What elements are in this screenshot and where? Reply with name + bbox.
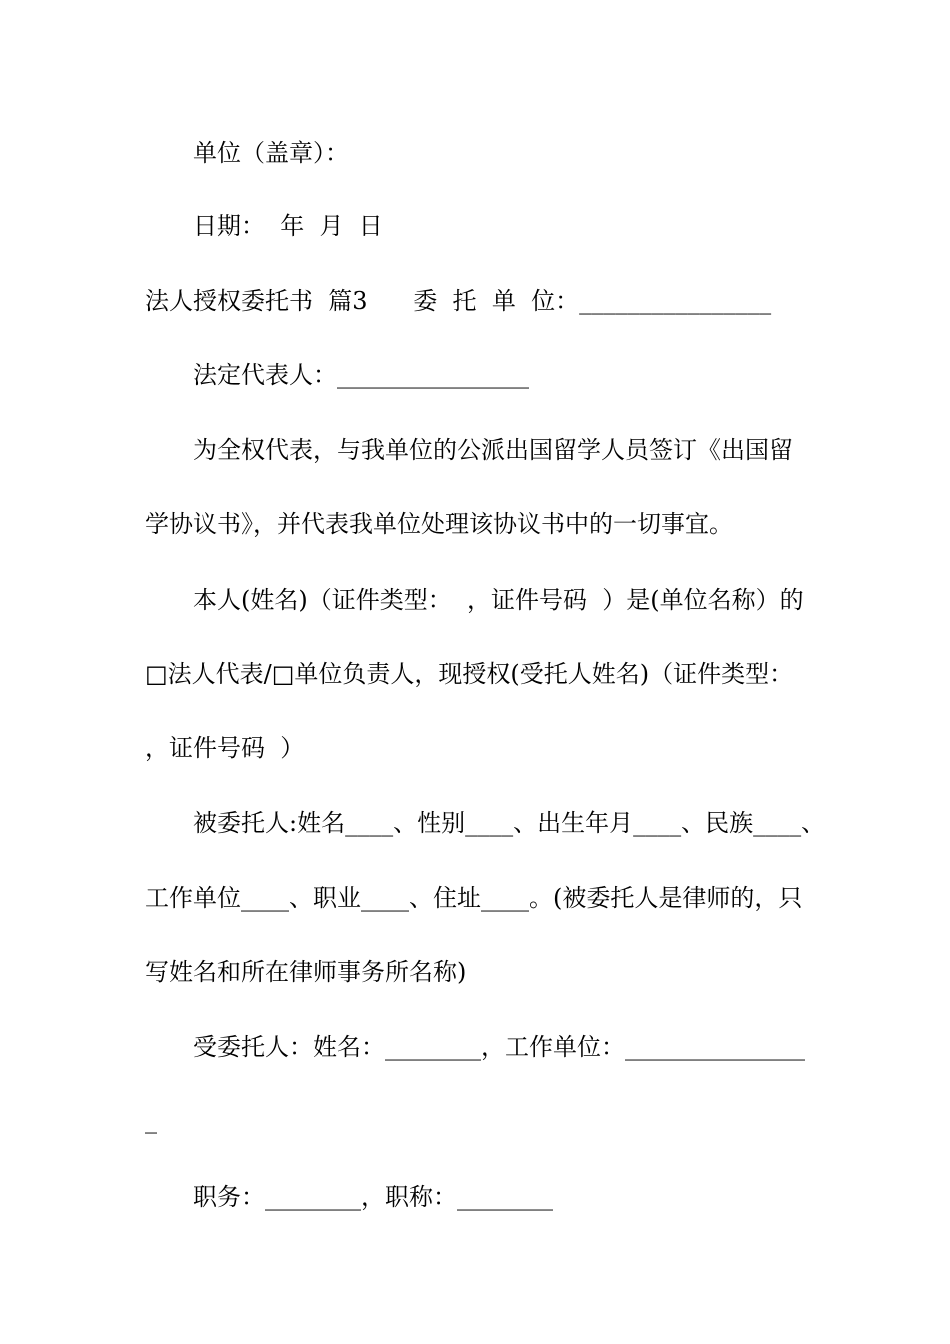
paragraph-line: _ [145, 1106, 157, 1134]
paragraph-line: 被委托人:姓名____、性别____、出生年月____、民族____、 [193, 809, 826, 837]
legal-representative-line: 法定代表人：________________ [193, 361, 529, 389]
paragraph-line: 写姓名和所在律师事务所名称) [145, 958, 467, 986]
paragraph-line: 本人(姓名)（证件类型： ，证件号码 ）是(单位名称）的 [193, 586, 804, 614]
paragraph-line: 职务：________，职称：________ [193, 1183, 553, 1211]
date-line: 日期： 年 月 日 [193, 212, 383, 240]
paragraph-line: 受委托人：姓名：________，工作单位：_______________ [193, 1033, 805, 1061]
section-title-line: 法人授权委托书 篇3 委 托 单 位：________________ [145, 287, 772, 315]
paragraph-line: 为全权代表，与我单位的公派出国留学人员签订《出国留 [193, 436, 793, 464]
paragraph-line: 学协议书》，并代表我单位处理该协议书中的一切事宜。 [145, 510, 733, 538]
paragraph-line: □法人代表/□单位负责人，现授权(受托人姓名)（证件类型： [145, 660, 794, 688]
paragraph-line: ，证件号码 ） [145, 734, 305, 762]
unit-seal-line: 单位（盖章）： [193, 139, 349, 167]
paragraph-line: 工作单位____、职业____、住址____。(被委托人是律师的，只 [145, 884, 803, 912]
